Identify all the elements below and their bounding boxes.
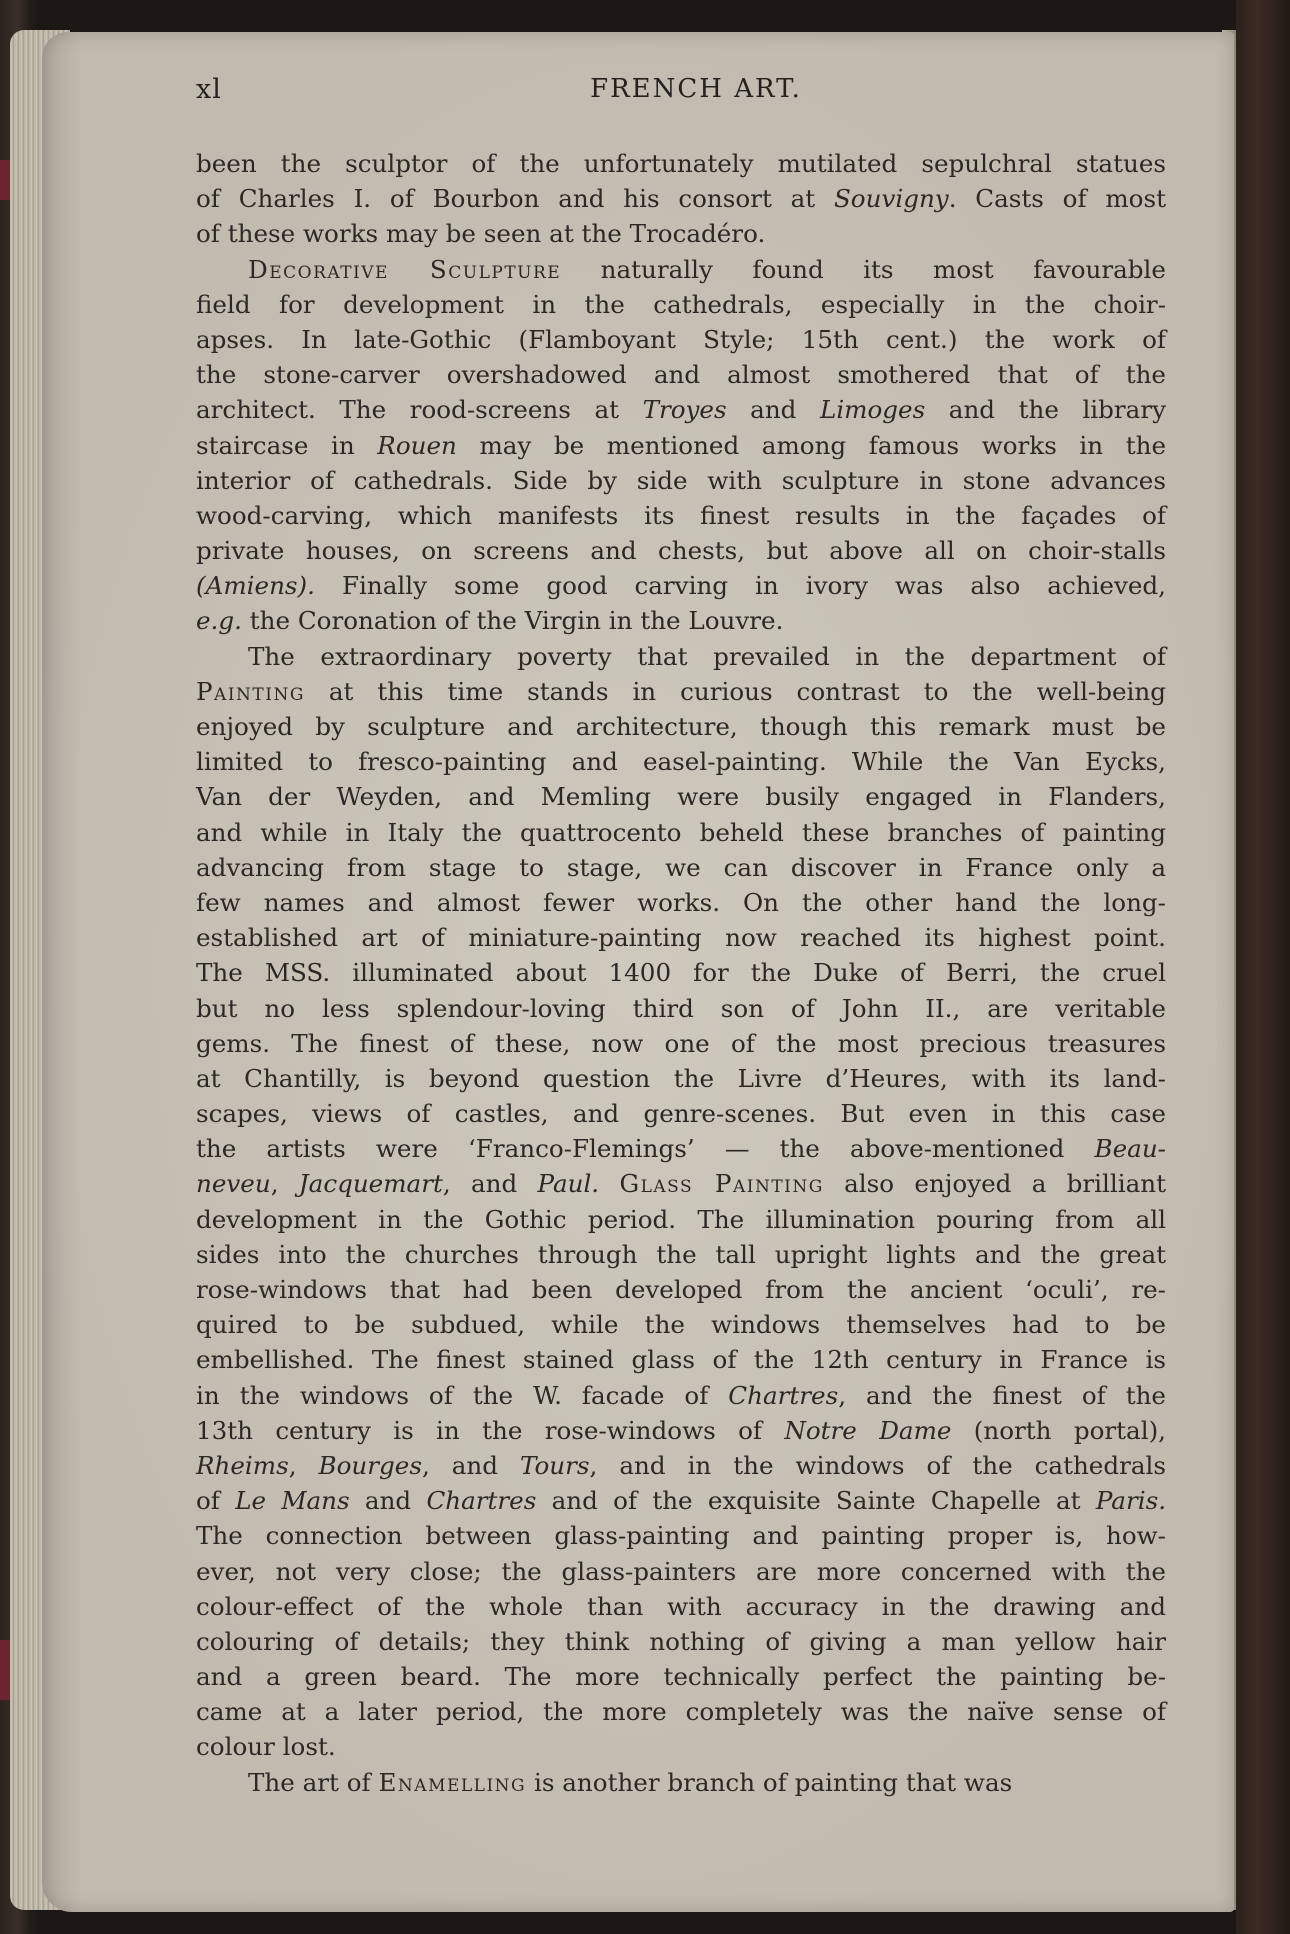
text-run: and: [349, 1486, 427, 1516]
text-run: private houses, on screens and chests, but above all on choir-stalls: [196, 536, 1166, 566]
text-line: [196, 709, 1166, 744]
text-run: came at a later period, the more completely was the naïve sense of: [196, 1697, 1166, 1727]
text-line: [196, 639, 1166, 674]
text-line: [196, 287, 1166, 322]
text-run: established art of miniature-painting now reached its highest point.: [196, 923, 1166, 953]
text-line: [196, 533, 1166, 568]
text-line: [196, 744, 1166, 779]
text-line: [196, 920, 1166, 955]
paragraph: [196, 252, 1166, 639]
italic-text: Troyes: [642, 395, 727, 425]
text-run: naturally found its most favourable: [561, 254, 1166, 284]
text-line: [196, 1378, 1166, 1413]
text-line: [196, 322, 1166, 357]
italic-text: neveu: [196, 1169, 271, 1199]
text-line: [196, 603, 1166, 638]
text-run: The extraordinary poverty that prevailed in the department of: [248, 641, 1166, 671]
text-line: [196, 850, 1166, 885]
text-run: colour lost.: [196, 1732, 336, 1762]
text-run: 13th century is in the rose-windows of: [196, 1415, 785, 1445]
text-run: , and in the windows of the cathedrals: [589, 1450, 1167, 1480]
text-line: [196, 1166, 1166, 1201]
text-run: the stone-carver overshadowed and almost smothered that of the: [196, 360, 1166, 390]
text-line: [196, 1624, 1166, 1659]
text-run: and while in Italy the quattrocento beheld these branches of painting: [196, 817, 1166, 847]
text-run: wood-carving, which manifests its finest results in the façades of: [196, 500, 1166, 530]
text-run: and the library: [925, 395, 1166, 425]
text-run: staircase in: [196, 430, 378, 460]
text-line: [196, 991, 1166, 1026]
text-line: [196, 1307, 1166, 1342]
italic-text: Tours: [520, 1450, 590, 1480]
text-run: rose-windows that had been developed from the ancient ‘oculi’, re-: [196, 1275, 1166, 1304]
text-line: [196, 1096, 1166, 1131]
italic-text: e.g.: [196, 606, 242, 636]
italic-text: Notre Dame: [784, 1415, 952, 1445]
paragraph: [196, 1765, 1166, 1800]
text-line: [196, 1413, 1166, 1448]
italic-text: Paul.: [537, 1169, 600, 1199]
text-run: interior of cathedrals. Side by side with sculpture in stone advances: [196, 465, 1166, 495]
text-run: Finally some good carving in ivory was also achieved,: [314, 571, 1166, 601]
italic-text: Bourges: [318, 1450, 422, 1480]
text-run: , and the finest of the: [838, 1380, 1166, 1410]
text-run: [599, 1169, 619, 1198]
italic-text: Chartres: [426, 1486, 537, 1516]
text-line: [196, 463, 1166, 498]
text-run: enjoyed by sculpture and architecture, though this remark must be: [196, 712, 1166, 741]
text-line: [196, 216, 1166, 251]
text-run: may be mentioned among famous works in the: [456, 430, 1166, 460]
text-line: [196, 674, 1166, 709]
text-line: [196, 885, 1166, 920]
small-caps-heading: Enamelling: [378, 1767, 527, 1797]
text-line: [196, 1765, 1166, 1800]
book-cover-edge: [1236, 0, 1290, 1934]
text-run: and: [726, 395, 820, 425]
text-run: sides into the churches through the tall upright lights and the great: [196, 1239, 1166, 1269]
text-run: architect. The rood-screens at: [196, 395, 643, 425]
italic-text: Beau-: [1094, 1134, 1166, 1164]
text-run: and a green beard. The more technically perfect the painting be-: [196, 1662, 1166, 1692]
text-line: [196, 568, 1166, 603]
text-run: field for development in the cathedrals, especially in the choir-: [196, 289, 1166, 319]
text-run: of Charles I. of Bourbon and his consort at: [196, 184, 834, 214]
text-line: [196, 1131, 1166, 1166]
italic-text: Chartres: [728, 1380, 839, 1410]
text-line: [196, 1483, 1166, 1518]
text-run: ,: [288, 1450, 319, 1480]
text-line: [196, 1518, 1166, 1553]
paragraph: [196, 639, 1166, 1765]
text-run: limited to fresco-painting and easel-painting. While the Van Eycks,: [196, 747, 1166, 777]
text-run: The art of: [248, 1767, 379, 1797]
text-line: [196, 252, 1166, 287]
body-text: [196, 146, 1166, 1800]
text-line: [196, 181, 1166, 216]
text-line: [196, 357, 1166, 392]
running-title: FRENCH ART.: [590, 74, 802, 104]
text-run: ever, not very close; the glass-painters are more concerned with the: [196, 1556, 1166, 1586]
text-run: The MSS. illuminated about 1400 for the Duke of Berri, the cruel: [196, 958, 1166, 988]
text-line: [196, 146, 1166, 181]
italic-text: Rouen: [377, 430, 457, 460]
text-line: [196, 1448, 1166, 1483]
text-run: apses. In late-Gothic (Flamboyant Style; 15th cent.) the work of: [196, 324, 1166, 354]
paragraph: [196, 146, 1166, 252]
text-line: [196, 1729, 1166, 1764]
text-run: is another branch of painting that was: [526, 1767, 1013, 1797]
text-line: [196, 498, 1166, 533]
text-run: , and: [421, 1450, 520, 1480]
text-run: but no less splendour-loving third son of John II., are veritable: [196, 993, 1166, 1023]
binding-mark: [0, 1640, 10, 1700]
text-line: [196, 1694, 1166, 1729]
text-line: [196, 1342, 1166, 1377]
small-caps-heading: Glass Painting: [619, 1169, 824, 1199]
text-run: advancing from stage to stage, we can discover in France only a: [196, 852, 1166, 882]
text-run: (north portal),: [951, 1415, 1166, 1445]
text-run: colour-effect of the whole than with accuracy in the drawing and: [196, 1591, 1166, 1621]
text-run: development in the Gothic period. The illumination pouring from all: [196, 1204, 1166, 1234]
italic-text: (Amiens).: [196, 571, 315, 601]
text-line: [196, 1659, 1166, 1694]
text-line: [196, 1202, 1166, 1237]
text-line: [196, 815, 1166, 850]
text-run: ,: [270, 1169, 299, 1199]
text-line: [196, 1061, 1166, 1096]
text-run: embellished. The finest stained glass of the 12th century in France is: [196, 1345, 1166, 1375]
page-number: xl: [196, 74, 222, 105]
text-run: The connection between glass-painting and painting proper is, how-: [196, 1521, 1166, 1551]
text-run: quired to be subdued, while the windows themselves had to be: [196, 1310, 1166, 1340]
small-caps-heading: Painting: [196, 676, 305, 706]
text-run: gems. The finest of these, now one of the most precious treasures: [196, 1028, 1166, 1058]
text-run: been the sculptor of the unfortunately mutilated sepulchral statues: [196, 149, 1166, 178]
text-run: and of the exquisite Sainte Chapelle at: [536, 1486, 1096, 1516]
italic-text: Le Mans: [235, 1486, 350, 1516]
text-run: the Coronation of the Virgin in the Louvre.: [241, 606, 784, 636]
text-line: [196, 1272, 1166, 1307]
italic-text: Jacquemart: [298, 1169, 443, 1199]
italic-text: Paris.: [1095, 1486, 1167, 1516]
text-line: [196, 955, 1166, 990]
italic-text: Limoges: [819, 395, 926, 425]
text-line: [196, 779, 1166, 814]
text-run: the artists were ‘Franco-Flemings’ — the above-mentioned: [196, 1134, 1095, 1164]
text-run: at this time stands in curious contrast to the well-being: [304, 676, 1166, 706]
text-run: , and: [442, 1169, 538, 1199]
text-line: [196, 392, 1166, 427]
text-line: [196, 1589, 1166, 1624]
small-caps-heading: Decorative Sculpture: [248, 254, 562, 284]
page-header: [196, 74, 1196, 114]
text-run: Van der Weyden, and Memling were busily engaged in Flanders,: [196, 782, 1166, 812]
text-line: [196, 1026, 1166, 1061]
text-run: scapes, views of castles, and genre-scenes. But even in this case: [196, 1099, 1166, 1129]
text-run: of these works may be seen at the Trocadéro.: [196, 219, 766, 249]
text-run: . Casts of most: [948, 184, 1166, 214]
text-run: in the windows of the W. facade of: [196, 1380, 729, 1410]
binding-mark: [0, 160, 10, 200]
italic-text: Rheims: [196, 1450, 289, 1480]
text-line: [196, 1237, 1166, 1272]
text-run: also enjoyed a brilliant: [823, 1169, 1166, 1199]
text-line: [196, 428, 1166, 463]
text-line: [196, 1554, 1166, 1589]
italic-text: Souvigny: [833, 184, 949, 214]
text-run: of: [196, 1486, 236, 1516]
text-run: at Chantilly, is beyond question the Livre d’Heures, with its land-: [196, 1063, 1166, 1093]
text-run: colouring of details; they think nothing of giving a man yellow hair: [196, 1626, 1166, 1656]
text-run: few names and almost fewer works. On the other hand the long-: [196, 887, 1166, 917]
